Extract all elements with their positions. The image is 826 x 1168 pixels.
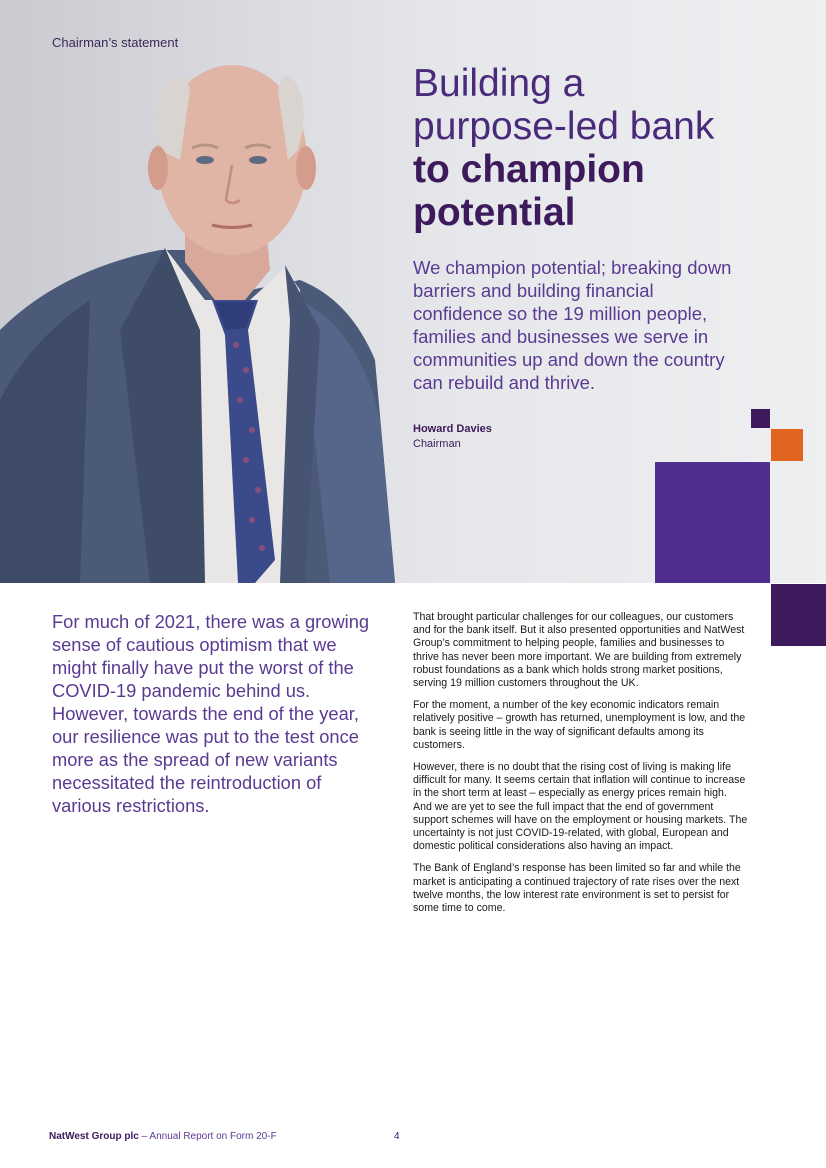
footer-separator: – <box>138 1131 150 1142</box>
signature-name: Howard Davies <box>413 423 492 435</box>
footer <box>49 1131 277 1142</box>
headline-line-1: Building a <box>413 62 585 105</box>
headline-line-4: potential <box>413 191 576 234</box>
decorative-square-purple <box>655 462 770 583</box>
decorative-square-small <box>751 409 770 428</box>
decorative-square-dark <box>771 584 826 646</box>
page-title <box>413 62 813 234</box>
body-paragraph: That brought particular challenges for our colleagues, our customers and for the bank itself. But it also presented opportunities and NatWest Group’s commitment to helping people, families and businesses to thrive has never been more important. We are building from extremely robust foundations as a bank which holds strong market positions, serving 19 million customers throughout the UK. <box>413 611 745 690</box>
body-paragraph: For the moment, a number of the key economic indicators remain relatively positive – growth has returned, unemployment is low, and the bank is seeing little in the way of significant defaults among its customers. <box>413 699 746 751</box>
body-paragraph: The Bank of England’s response has been limited so far and while the market is anticipating a continued trajectory of rate rises over the next twelve months, the low interest rate environment is set to persist for some time to come. <box>413 862 741 915</box>
footer-brand: NatWest Group plc <box>49 1131 139 1142</box>
decorative-square-orange <box>771 429 803 461</box>
intro-text: We champion potential; breaking down barriers and building financial confidence so the 19 million people, families and businesses we serve in communities up and down the country can rebuild and thrive. <box>413 257 732 393</box>
body-column <box>413 611 748 924</box>
headline-line-3: to champion <box>413 148 645 191</box>
page-number: 4 <box>394 1131 400 1142</box>
chairman-portrait <box>0 0 410 583</box>
headline-line-2: purpose-led bank <box>413 105 715 148</box>
section-label: Chairman’s statement <box>52 35 179 50</box>
footer-doc-title: Annual Report on Form 20-F <box>149 1131 277 1142</box>
signature-role: Chairman <box>413 438 461 450</box>
pull-quote: For much of 2021, there was a growing sense of cautious optimism that we might finally have put the worst of the COVID-19 pandemic behind us. However, towards the end of the year, our resilience was put to the test once more as the spread of new variants necessitated the reintroduction of various restrictions. <box>52 611 370 816</box>
body-paragraph: However, there is no doubt that the rising cost of living is making life difficult for many. It seems certain that inflation will continue to increase in the short term at least – especially as energy prices remain high. And we are yet to see the full impact that the end of government support schemes will have on the employment or housing markets. The uncertainty is not just COVID-19-related, with global, European and domestic political considerations also having an impact. <box>413 761 748 853</box>
